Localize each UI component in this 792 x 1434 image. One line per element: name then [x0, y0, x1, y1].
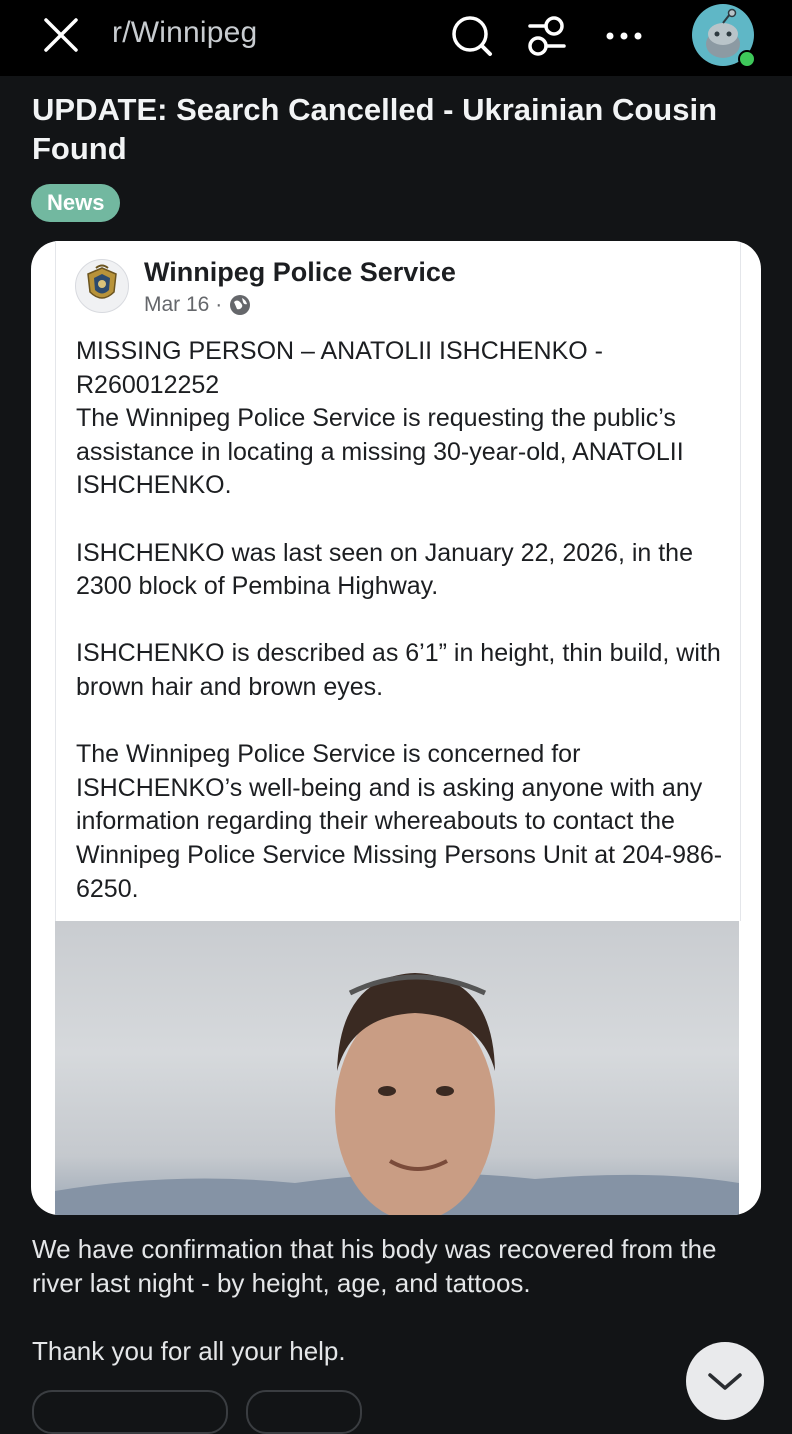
chevron-down-icon — [686, 1342, 764, 1420]
post-date: Mar 16 · — [144, 293, 223, 316]
scroll-down-button[interactable] — [686, 1342, 764, 1420]
paragraph-1: MISSING PERSON – ANATOLII ISHCHENKO - R260012252 The Winnipeg Police Service is requesting the public’s assistance in locating a missing 30-year-old, ANATOLII ISHCHENKO. — [76, 337, 684, 500]
police-crest-logo — [75, 259, 129, 313]
post-title[interactable]: UPDATE: Search Cancelled - Ukrainian Cousin Found — [32, 92, 718, 166]
person-photo-illustration — [55, 921, 739, 1215]
globe-icon — [228, 293, 252, 317]
search-button[interactable] — [448, 12, 496, 60]
vote-bar[interactable] — [32, 1390, 228, 1434]
post-flair[interactable]: News — [31, 184, 120, 222]
paragraph-3: ISHCHENKO is described as 6’1” in height, thin build, with brown hair and brown eyes. — [76, 639, 721, 701]
post-text — [76, 335, 724, 906]
police-badge-icon — [76, 260, 128, 312]
online-status-dot — [738, 50, 756, 68]
paragraph-2: ISHCHENKO was last seen on January 22, 2026, in the 2300 block of Pembina Highway. — [76, 538, 693, 601]
search-icon — [448, 12, 496, 60]
missing-person-photo — [55, 921, 739, 1215]
more-icon — [600, 12, 648, 60]
post-meta — [144, 293, 252, 317]
subreddit-name[interactable]: r/Winnipeg — [112, 16, 258, 49]
filter-button[interactable] — [522, 12, 572, 60]
paragraph-4: The Winnipeg Police Service is concerned for ISHCHENKO’s well-being and is asking anyone with any information regarding their whereabouts to contact the Winnipeg Police Service Missing Persons Unit at 204-986-6250. — [76, 740, 723, 903]
top-bar — [0, 0, 792, 76]
more-options-button[interactable] — [600, 12, 648, 60]
post-body — [32, 1232, 772, 1402]
close-button[interactable] — [40, 14, 82, 56]
comment-button[interactable] — [246, 1390, 362, 1434]
body-paragraph-1: We have confirmation that his body was recovered from the river last night - by height, age, and tattoos. — [32, 1234, 717, 1298]
page-name: Winnipeg Police Service — [144, 257, 456, 287]
body-paragraph-2: Thank you for all your help. — [32, 1336, 346, 1366]
post-image[interactable] — [31, 241, 761, 1215]
close-icon — [40, 14, 82, 56]
filter-icon — [522, 12, 572, 60]
